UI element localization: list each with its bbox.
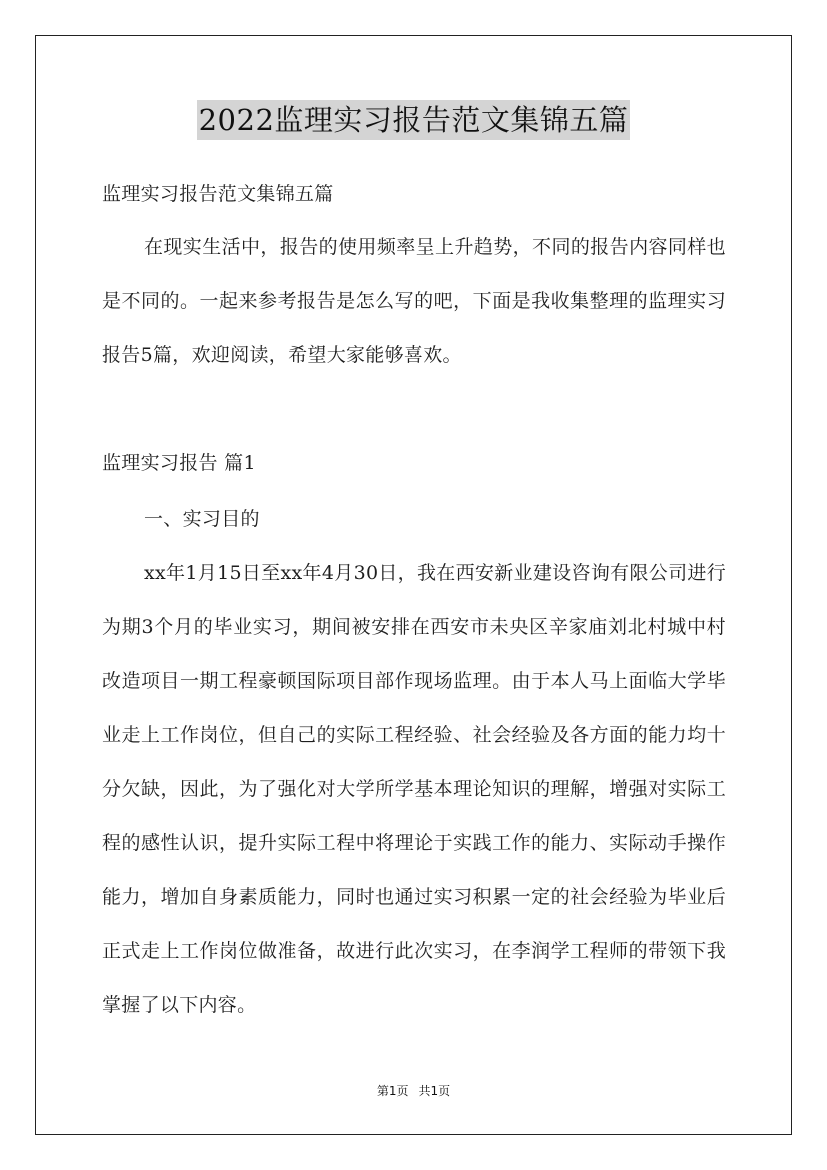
body-paragraph: xx年1月15日至xx年4月30日，我在西安新业建设咨询有限公司进行为期3个月的毕业实习，期间被安排在西安市未央区辛家庙刘北村城中村改造项目一期工程豪顿国际项目部作现场监理。由于本人马上面临大学毕业走上工作岗位，但自己的实际工程经验、社会经验及各方面的能力均十分欠缺，因此，为了强化对大学所学基本理论知识的理解，增强对实际工程的感性认识，提升实际工程中将理论于实践工作的能力、实际动手操作能力，增加自身素质能力，同时也通过实习积累一定的社会经验为毕业后正式走上工作岗位做准备，故进行此次实习，在李润学工程师的带领下我掌握了以下内容。: [102, 562, 726, 1016]
title-container: [0, 100, 827, 140]
page-number: 第1页: [376, 1084, 409, 1098]
document-title: 2022监理实习报告范文集锦五篇: [197, 100, 631, 140]
section-title: 监理实习报告 篇1: [102, 452, 256, 474]
page-total: 共1页: [418, 1084, 451, 1098]
intro-paragraph: 在现实生活中，报告的使用频率呈上升趋势，不同的报告内容同样也是不同的。一起来参考报告是怎么写的吧，下面是我收集整理的监理实习报告5篇，欢迎阅读，希望大家能够喜欢。: [102, 236, 726, 366]
section-heading: 一、实习目的: [144, 508, 260, 530]
page-footer: [0, 1082, 827, 1099]
document-subtitle: 监理实习报告范文集锦五篇: [102, 183, 334, 205]
